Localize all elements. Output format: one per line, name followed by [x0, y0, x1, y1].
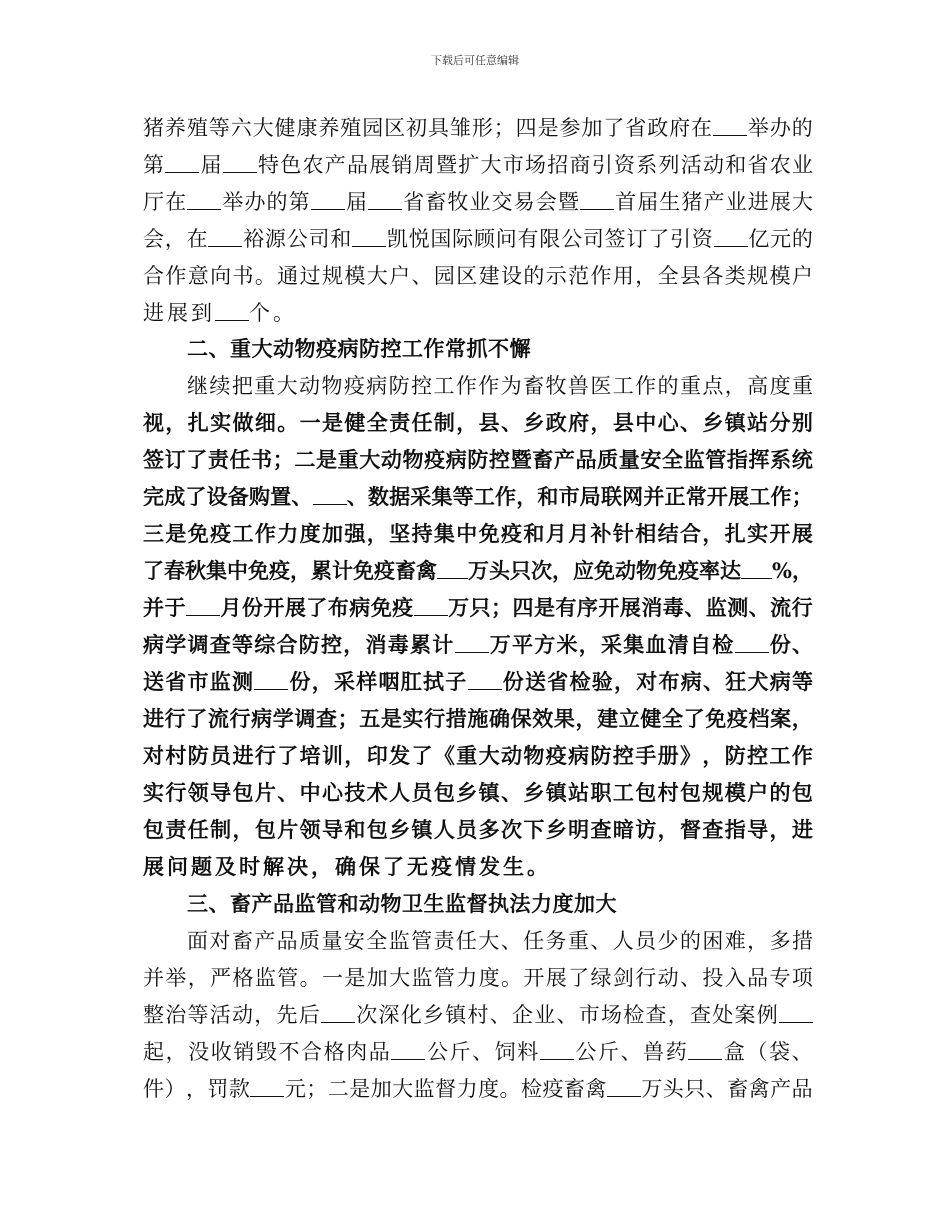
- blank-field: [414, 596, 448, 616]
- blank-field: [735, 633, 769, 653]
- blank-field: [437, 559, 468, 579]
- text-line: 第 届 特 色 农 产 品 展 销 周 暨 扩 大 市 场 招 商 引 资 系 列 活 动 和 省 农 业: [143, 153, 813, 177]
- text-line: 三 是 免 疫 工 作 力 度 加 强 ， 坚 持 集 中 免 疫 和 月 月 补 针 相 结 合 ， 扎 实 开 展: [143, 521, 813, 546]
- text-line: 并 于 月 份 开 展 了 布 病 免 疫 万 只 ； 四 是 有 序 开 展 消 毒 、 监 测 、 流 行: [143, 595, 813, 620]
- blank-field: [540, 1040, 574, 1060]
- blank-field: [186, 596, 220, 616]
- text-line: 完 成 了 设 备 购 置 、 、 数 据 采 集 等 工 作 ， 和 市 局 联 网 并 正 常 开 展 工 作 ；: [143, 484, 813, 509]
- text-line: 进 展 到 个 。: [143, 301, 297, 325]
- blank-field: [714, 227, 748, 247]
- blank-field: [368, 190, 402, 210]
- blank-field: [254, 670, 288, 690]
- blank-field: [311, 190, 345, 210]
- page-header: 下载后可任意编辑: [431, 54, 519, 67]
- text-line: 送 省 市 监 测 份 ， 采 样 咽 肛 拭 子 份 送 省 检 验 ， 对 布 病 、 狂 犬 病 等: [143, 669, 813, 694]
- blank-field: [468, 670, 502, 690]
- blank-field: [580, 190, 614, 210]
- text-line: 会 ， 在 裕 源 公 司 和 凯 悦 国 际 顾 问 有 限 公 司 签 订 了 引 资 亿 元 的: [143, 227, 813, 251]
- text-line: 厅 在 举 办 的 第 届 省 畜 牧 业 交 易 会 暨 首 届 生 猪 产 业 进 展 大: [143, 190, 813, 214]
- blank-field: [208, 227, 242, 247]
- text-line: 合 作 意 向 书 。 通 过 规 模 大 户 、 园 区 建 设 的 示 范 作 用 ， 全 县 各 类 规 模 户: [143, 264, 813, 288]
- text-line: 并 举 ， 严 格 监 管 。 一 是 加 大 监 管 力 度 。 开 展 了 绿 剑 行 动 、 投 入 品 专 项: [143, 966, 813, 990]
- section-heading: 三 、 畜 产 品 监 管 和 动 物 卫 生 监 督 执 法 力 度 加 大: [187, 891, 617, 916]
- text-line: 进 行 了 流 行 病 学 调 查 ； 五 是 实 行 措 施 确 保 效 果 ， 建 立 健 全 了 免 疫 档 案 ，: [143, 706, 813, 731]
- blank-field: [391, 1040, 425, 1060]
- text-line: 了 春 秋 集 中 免 疫 ， 累 计 免 疫 畜 禽 万 头 只 次 ， 应 免 动 物 免 疫 率 达 % ，: [143, 558, 813, 583]
- blank-field: [779, 1003, 813, 1023]
- blank-field: [165, 153, 199, 173]
- text-line: 整 治 等 活 动 ， 先 后 次 深 化 乡 镇 村 、 企 业 、 市 场 检 查 ， 查 处 案 例: [143, 1003, 813, 1027]
- blank-field: [215, 301, 249, 321]
- text-line: 面 对 畜 产 品 质 量 安 全 监 管 责 任 大 、 任 务 重 、 人 员 少 的 困 难 ， 多 措: [187, 929, 813, 953]
- text-line: 病 学 调 查 等 综 合 防 控 ， 消 毒 累 计 万 平 方 米 ， 采 集 血 清 自 检 份 、: [143, 632, 813, 657]
- text-line: 猪 养 殖 等 六 大 健 康 养 殖 园 区 初 具 雏 形 ； 四 是 参 加 了 省 政 府 在 举 办 的: [143, 116, 813, 140]
- text-line: 实 行 领 导 包 片 、 中 心 技 术 人 员 包 乡 镇 、 乡 镇 站 职 工 包 村 包 规 模 户 的 包: [143, 780, 813, 805]
- text-line: 对 村 防 员 进 行 了 培 训 ， 印 发 了 《 重 大 动 物 疫 病 防 控 手 册 》 ， 防 控 工 作: [143, 743, 813, 768]
- text-line: 视 ， 扎 实 做 细 。 一 是 健 全 责 任 制 ， 县 、 乡 政 府 ， 县 中 心 、 乡 镇 站 分 别: [143, 410, 813, 435]
- blank-field: [713, 116, 747, 136]
- blank-field: [688, 1040, 722, 1060]
- blank-field: [313, 485, 347, 505]
- text-line: 件 ） ， 罚 款 元 ； 二 是 加 大 监 督 力 度 。 检 疫 畜 禽 万 头 只 、 畜 禽 产 品: [143, 1077, 813, 1101]
- text-line: 继 续 把 重 大 动 物 疫 病 防 控 工 作 作 为 畜 牧 兽 医 工 作 的 重 点 ， 高 度 重: [187, 374, 813, 398]
- text-line: 起 ， 没 收 销 毁 不 合 格 肉 品 公 斤 、 饲 料 公 斤 、 兽 药 盒 （ 袋 、: [143, 1040, 813, 1064]
- blank-field: [607, 1077, 641, 1097]
- blank-field: [250, 1077, 284, 1097]
- text-line: 包 责 任 制 ， 包 片 领 导 和 包 乡 镇 人 员 多 次 下 乡 明 查 暗 访 ， 督 查 指 导 ， 进: [143, 817, 813, 842]
- blank-field: [455, 633, 489, 653]
- blank-field: [741, 559, 772, 579]
- text-line: 展 问 题 及 时 解 决 ， 确 保 了 无 疫 情 发 生 。: [143, 854, 551, 879]
- section-heading: 二 、 重 大 动 物 疫 病 防 控 工 作 常 抓 不 懈: [187, 336, 531, 361]
- blank-field: [352, 227, 386, 247]
- blank-field: [321, 1003, 355, 1023]
- blank-field: [223, 153, 257, 173]
- text-line: 签 订 了 责 任 书 ； 二 是 重 大 动 物 疫 病 防 控 暨 畜 产 品 质 量 安 全 监 管 指 挥 系 统: [143, 447, 813, 472]
- blank-field: [187, 190, 221, 210]
